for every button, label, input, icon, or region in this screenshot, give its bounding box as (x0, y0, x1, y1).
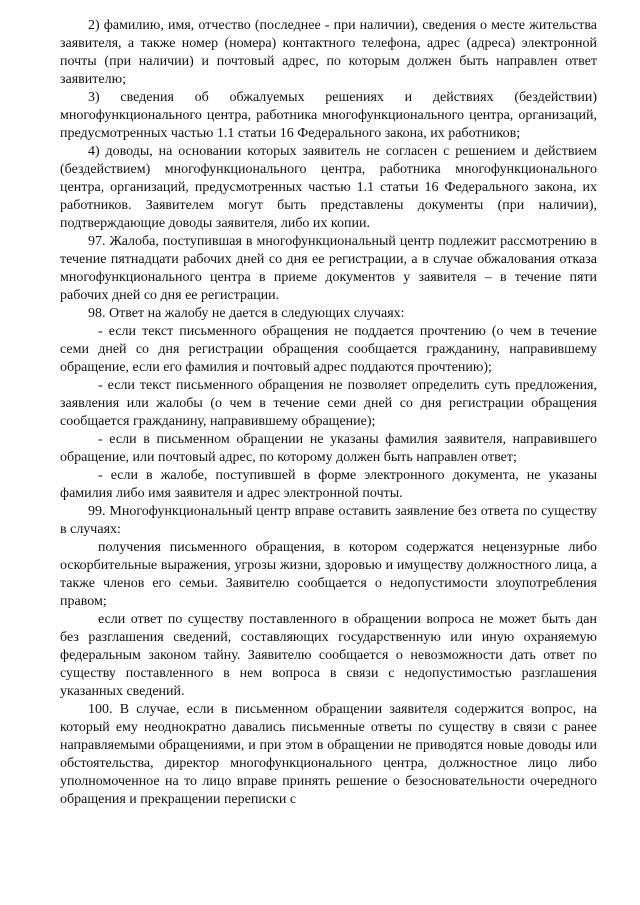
list-item-secret: если ответ по существу поставленного в обращении вопроса не может быть дан без разглашения сведений, составляющих государственную или иную охраняемую федеральным законом тайну. Заявителю сообщается о невозможности дать ответ по существу поставленного в нем вопроса в связи с недопустимостью разглашения указанных сведений. (60, 612, 597, 699)
list-item-unreadable: - если текст письменного обращения не поддается прочтению (о чем в течение семи дней со дня регистрации обращения сообщается гражданину, направившему обращение, если его фамилия и почтовый адрес поддаются прочтению); (60, 324, 597, 375)
paragraph-item-3: 3) сведения об обжалуемых решениях и действиях (бездействии) многофункционального центра, работника многофункционального центра, организаций, предусмотренных частью 1.1 статьи 16 Федерального закона, их работников; (60, 90, 597, 141)
paragraph-100: 100. В случае, если в письменном обращении заявителя содержится вопрос, на который ему неоднократно давались письменные ответы по существу в связи с ранее направляемыми обращениями, и при этом в обращении не приводятся новые доводы или обстоятельства, директор многофункционального центра, должностное лицо либо уполномоченное на то лицо вправе принять решение о безосновательности очередного обращения и прекращении переписки с (60, 702, 597, 807)
paragraph-item-4: 4) доводы, на основании которых заявитель не согласен с решением и действием (бездействием) многофункционального центра, работника многофункционального центра, организаций, предусмотренных частью 1.1 статьи 16 Федерального закона, их работников. Заявителем могут быть представлены документы (при наличии), подтверждающие доводы заявителя, либо их копии. (60, 144, 597, 231)
paragraph-99: 99. Многофункциональный центр вправе оставить заявление без ответа по существу в случаях: (60, 504, 597, 537)
paragraph-97: 97. Жалоба, поступившая в многофункциональный центр подлежит рассмотрению в течение пятнадцати рабочих дней со дня ее регистрации, а в случае обжалования отказа многофункционального центра в приеме документов у заявителя – в течение пяти рабочих дней со дня ее регистрации. (60, 234, 597, 303)
list-item-unclear: - если текст письменного обращения не позволяет определить суть предложения, заявления или жалобы (о чем в течение семи дней со дня регистрации обращения сообщается гражданину, направившему обращение); (60, 378, 597, 429)
list-item-offensive: получения письменного обращения, в котором содержатся нецензурные либо оскорбительные выражения, угрозы жизни, здоровью и имуществу должностного лица, а также членов его семьи. Заявителю сообщается о недопустимости злоупотребления правом; (60, 540, 597, 609)
list-item-electronic: - если в жалобе, поступившей в форме электронного документа, не указаны фамилия либо имя заявителя и адрес электронной почты. (60, 468, 597, 501)
list-item-no-name: - если в письменном обращении не указаны фамилия заявителя, направившего обращение, или почтовый адрес, по которому должен быть направлен ответ; (60, 432, 597, 465)
paragraph-98: 98. Ответ на жалобу не дается в следующих случаях: (88, 306, 405, 321)
document-page (60, 17, 597, 809)
paragraph-item-2: 2) фамилию, имя, отчество (последнее - при наличии), сведения о месте жительства заявителя, а также номер (номера) контактного телефона, адрес (адреса) электронной почты (при наличии) и почтовый адрес, по которым должен быть направлен ответ заявителю; (60, 18, 597, 87)
